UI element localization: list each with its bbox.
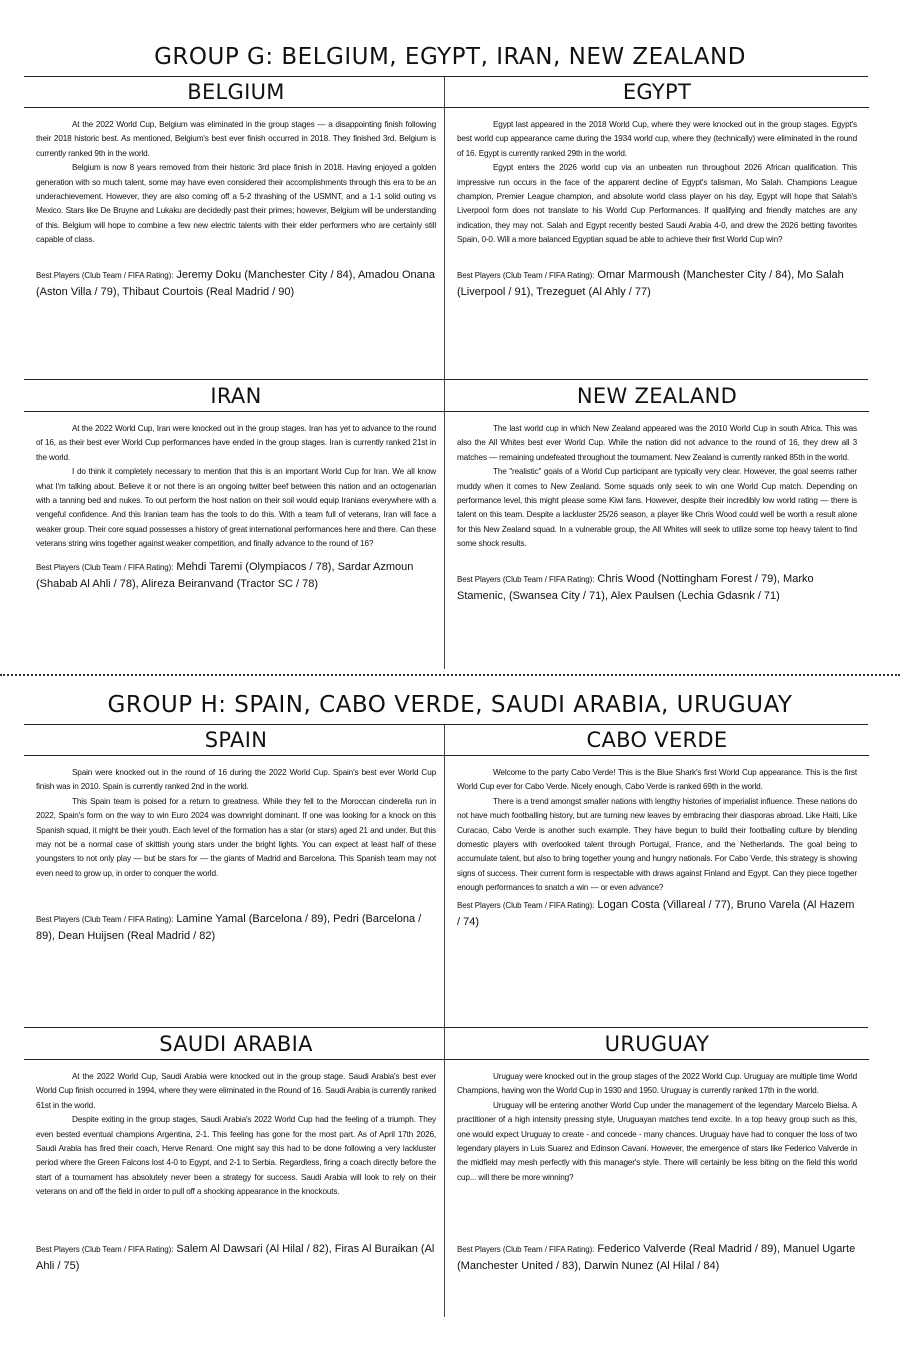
best-players — [457, 1241, 857, 1274]
best-players-label: Best Players (Club Team / FIFA Rating): — [36, 915, 174, 924]
team-description — [457, 1070, 857, 1185]
team-name: EGYPT — [445, 77, 869, 108]
team-card-iran — [36, 381, 436, 669]
team-name: URUGUAY — [445, 1029, 869, 1060]
best-players-list: Chris Wood (Nottingham Forest / 79), Marko Stamenic, (Swansea City / 71), Alex Paulsen (Lechia Gdasnk / 71) — [457, 573, 814, 602]
team-name: SPAIN — [24, 725, 448, 756]
best-players-label: Best Players (Club Team / FIFA Rating): — [457, 901, 595, 910]
best-players — [457, 571, 857, 604]
paragraph: There is a trend amongst smaller nations with lengthy histories of imperialist influence. These nations do not have much footballing history, but are turning new leaves by embracing their diasporas abroad. Like Haiti, Like Curacao, Cabo Verde is another such example. They have begun to build their footballing culture by blending domestic players with overlooked talent through Portugal, France, and the Netherlands. The goal being to accumulate talent, but also to bring together young and hungry nationals. For Cabo Verde, this strategy is showing signs of success. Their current form is respectable with draws against Finland and Egypt. Can they piece together enough performances to snatch a win — or even advance? — [457, 796, 857, 893]
group-g-section — [0, 40, 900, 668]
team-name: NEW ZEALAND — [445, 381, 869, 412]
section-separator — [0, 674, 900, 676]
column-divider — [444, 725, 445, 1317]
group-h-section — [0, 688, 900, 1328]
team-card-cabo-verde — [457, 725, 857, 1025]
row-divider — [24, 379, 868, 380]
best-players-list: Salem Al Dawsari (Al Hilal / 82), Firas Al Buraikan (Al Ahli / 75) — [36, 1243, 435, 1272]
team-name: CABO VERDE — [445, 725, 869, 756]
paragraph: Uruguay will be entering another World Cup under the management of the legendary Marcelo Bielsa. A practitioner of a high intensity pressing style, Uruguayan matches tend excite. In a top heavy group such as this, one would expect Uruguay to create - and concede - many chances. Uruguay have had to conquer the loss of two legendary players in Luis Suarez and Edinson Cavani. However, the emergence of stars like Federico Valverde in the midfield may mesh perfectly with this manager's style. There will certainly be less biting on the field this world cup... will there be more winning? — [457, 1100, 857, 1182]
best-players-list: Logan Costa (Villareal / 77), Bruno Varela (Al Hazem / 74) — [457, 899, 855, 928]
group-title: GROUP H: SPAIN, CABO VERDE, SAUDI ARABIA, URUGUAY — [107, 692, 793, 718]
paragraph: At the 2022 World Cup, Saudi Arabia were knocked out in the group stage. Saudi Arabia's best ever World Cup finish occurred in 1994, where they were eliminated in the Round of 16. Saudi Arabia is currently ranked 61st in the world. — [36, 1072, 436, 1110]
best-players-label: Best Players (Club Team / FIFA Rating): — [457, 271, 595, 280]
paragraph: Egypt last appeared in the 2018 World Cup, where they were knocked out in the group stages. Egypt's best world cup appearance came during the 1934 world cup, where they (technically) were eliminated in the round of 16. Egypt is currently ranked 29th in the world. — [457, 120, 857, 158]
team-name: BELGIUM — [24, 77, 448, 108]
group-grid — [24, 724, 868, 1317]
column-divider — [444, 77, 445, 669]
best-players — [36, 267, 436, 300]
paragraph: At the 2022 World Cup, Iran were knocked out in the group stages. Iran has yet to advance to the round of 16, as their best ever World Cup performances have ended in the group stages. Iran is currently ranked 21st in the world. — [36, 424, 436, 462]
team-card-uruguay — [457, 1029, 857, 1317]
best-players-label: Best Players (Club Team / FIFA Rating): — [457, 575, 595, 584]
paragraph: Spain were knocked out in the round of 16 during the 2022 World Cup. Spain's best ever World Cup finish was in 2010. Spain is currently ranked 2nd in the world. — [36, 768, 436, 792]
group-grid — [24, 76, 868, 669]
best-players-label: Best Players (Club Team / FIFA Rating): — [36, 563, 174, 572]
team-description — [457, 766, 857, 896]
team-card-egypt — [457, 77, 857, 377]
team-card-belgium — [36, 77, 436, 377]
team-description — [36, 1070, 436, 1200]
team-description — [457, 422, 857, 552]
paragraph: Welcome to the party Cabo Verde! This is the Blue Shark's first World Cup appearance. This is the first World Cup ever for Cabo Verde. Nicely enough, Cabo Verde is ranked 69th in the world. — [457, 768, 857, 792]
team-name: SAUDI ARABIA — [24, 1029, 448, 1060]
paragraph: This Spain team is poised for a return to greatness. While they fell to the Moroccan cinderella run in 2022, Spain's form on the way to win Euro 2024 was downright dominant. If one was looking for a knock on this Spanish squad, it might be their youth. Each level of the formation has a star (or stars) aged 21 and under. But this may not be a normal case of skittish young stars under the bright lights. You can expect at least half of these youngsters to not only play — but be stars for — the giants of Madrid and Barcelona. This Spanish team may not even need to grow up, in order to conquer the world. — [36, 796, 436, 878]
paragraph: Uruguay were knocked out in the group stages of the 2022 World Cup. Uruguay are multiple time World Champions, having won the World Cup in 1930 and 1950. Uruguay is currently ranked 17th in the world. — [457, 1072, 857, 1096]
best-players — [36, 911, 436, 944]
paragraph: The last world cup in which New Zealand appeared was the 2010 World Cup in south Africa. This was also the All Whites best ever World Cup. While the nation did not advance to the round of 16, they drew all 3 matches — remaining undefeated throughout the tournament. New Zealand is currently ranked 85th in the world. — [457, 424, 857, 462]
best-players-label: Best Players (Club Team / FIFA Rating): — [457, 1245, 595, 1254]
group-title: GROUP G: BELGIUM, EGYPT, IRAN, NEW ZEALAND — [154, 44, 746, 70]
paragraph: Egypt enters the 2026 world cup via an unbeaten run throughout 2026 African qualification. This impressive run occurs in the face of the apparent decline of Egypt's talisman, Mo Salah. Champions League champion, Premier League champion, and absolute world class player on his day, Egypt will hope that Salah's Liverpool form does not translate to his World Cup Performances. If qualifying and friendly matches are any indication, they may not. Salah and Egypt recently bested Saudi Arabia 4-0, and drew the 2026 betting favorites Spain, 0-0. Will a more balanced Egyptian squad be able to achieve their first World Cup win? — [457, 163, 857, 245]
paragraph: At the 2022 World Cup, Belgium was eliminated in the group stages — a disappointing finish following their 2018 historic best. As mentioned, Belgium's best ever finish occurred in 2018. They finished 3rd. Belgium is currently ranked 9th in the world. — [36, 120, 436, 158]
team-description — [36, 766, 436, 881]
team-description — [457, 118, 857, 248]
best-players — [457, 267, 857, 300]
team-card-new-zealand — [457, 381, 857, 669]
best-players-list: Lamine Yamal (Barcelona / 89), Pedri (Barcelona / 89), Dean Huijsen (Real Madrid / 82) — [36, 913, 422, 942]
best-players — [36, 1241, 436, 1274]
team-card-spain — [36, 725, 436, 1025]
team-name: IRAN — [24, 381, 448, 412]
best-players — [457, 897, 857, 930]
best-players — [36, 559, 436, 592]
best-players-list: Mehdi Taremi (Olympiacos / 78), Sardar Azmoun (Shabab Al Ahli / 78), Alireza Beiranvand (Tractor SC / 78) — [36, 561, 414, 590]
best-players-label: Best Players (Club Team / FIFA Rating): — [36, 271, 174, 280]
team-description — [36, 118, 436, 248]
paragraph: I do think it completely necessary to mention that this is an important World Cup for Iran. We all know what I'm talking about. Believe it or not there is an ongoing twitter beef between this nation and an octogenarian with a tanning bed and nukes. To out perform the host nation on their soil would equip Iranians everywhere with a vengeful confidence. And this Iranian team has the tools to do this. With a team full of veterans, Iran will face a weaker group. Their core squad possesses a history of great international performances here and there. Can these veterans string wins together against weaker competition, and finally advance to the round of 16? — [36, 467, 436, 549]
best-players-list: Federico Valverde (Real Madrid / 89), Manuel Ugarte (Manchester United / 83), Darwin Nunez (Al Hilal / 84) — [457, 1243, 856, 1272]
team-card-saudi-arabia — [36, 1029, 436, 1317]
best-players-list: Jeremy Doku (Manchester City / 84), Amadou Onana (Aston Villa / 79), Thibaut Courtois (Real Madrid / 90) — [36, 269, 436, 298]
paragraph: The "realistic" goals of a World Cup participant are typically very clear. However, the goal seems rather muddy when it comes to New Zealand. Some squads only seek to win one World Cup match. Depending on performance level, this might please some Kiwi fans. However, despite their incredibly low world rating — there is talent on this team. Despite a lackluster 25/26 season, a player like Chris Wood could well be worth a result alone for this New Zealand squad. In a vulnerable group, the All Whites will seek to utilize some top heavy talent to find some shock results. — [457, 467, 857, 549]
best-players-label: Best Players (Club Team / FIFA Rating): — [36, 1245, 174, 1254]
best-players-list: Omar Marmoush (Manchester City / 84), Mo Salah (Liverpool / 91), Trezeguet (Al Ahly / 77) — [457, 269, 844, 298]
paragraph: Despite exiting in the group stages, Saudi Arabia's 2022 World Cup had the feeling of a triumph. They even bested eventual champions Argentina, 2-1. This feeling has gone for the most part. As of April 17th 2026, Saudi Arabia has fired their coach, Herve Renard. One might say this had to be done following a very lackluster period where the Green Falcons lost 4-0 to Egypt, and 2-1 to Serbia. Regardless, firing a coach directly before the start of a tournament has absolutely never been a strategy for success. Saudi Arabia will look to rely on their veterans on and off the field in order to pull off a shocking appearance in the knockouts. — [36, 1115, 436, 1197]
paragraph: Belgium is now 8 years removed from their historic 3rd place finish in 2018. Having enjoyed a golden generation with so much talent, some may have even considered their accomplishments through this era to be an underachievement. However, they are also coming off a 5-2 thrashing of the USMNT, and a 1-1 solid outing vs Mexico. Stars like De Bruyne and Lukaku are decidedly past their primes; however, Belgium will be understanding of this. Belgium will hope to combine a few new electric talents with their elder performers who are certainly still capable of class. — [36, 163, 436, 245]
team-description — [36, 422, 436, 552]
row-divider — [24, 1027, 868, 1028]
